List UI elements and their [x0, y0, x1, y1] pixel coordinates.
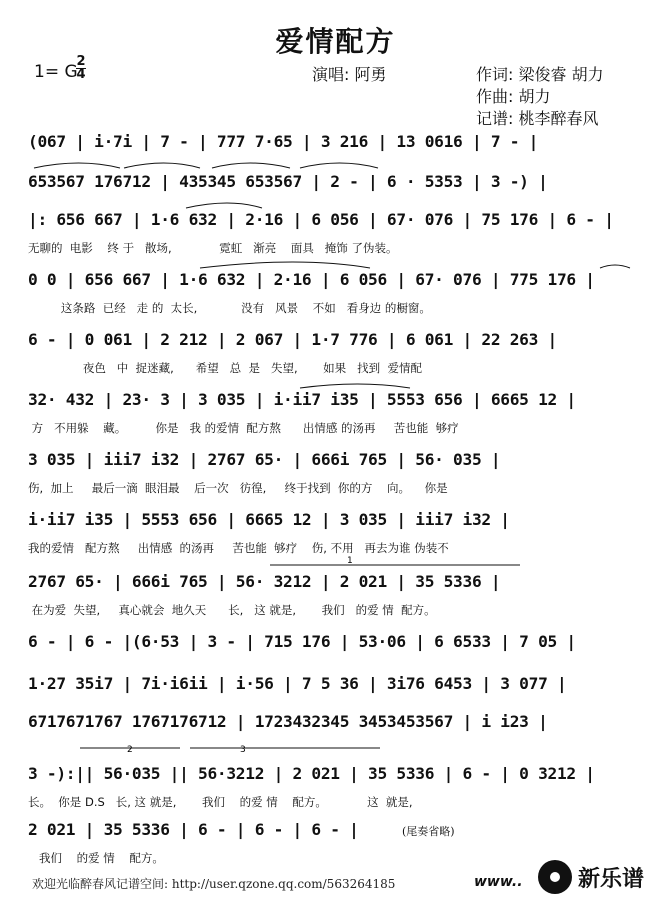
slur [300, 163, 378, 168]
lyrics-line: 伤, 加上 最后一滴 眼泪最 后一次 彷徨, 终于找到 你的方 向。 你是 [28, 481, 448, 495]
record-disc-icon [538, 860, 572, 894]
lyrics-line: 这条路 已经 走 的 太长, 没有 风景 不如 看身边 的橱窗。 [28, 301, 431, 315]
footer-text: 欢迎光临醉春风记谱空间: http://user.qzone.qq.com/563264185 [32, 877, 396, 891]
composer-credit: 作曲: 胡力 [476, 87, 551, 106]
brand-logo [538, 858, 666, 896]
time-signature-top: 2 [76, 54, 86, 69]
notation-line: 6 - | 0 061 | 2 212 | 2 067 | 1·7 776 | 6 061 | 22 263 | [28, 330, 557, 349]
notation-line: 0 0 | 656 667 | 1·6 632 | 2·16 | 6 056 | 67· 076 | 775 176 | [28, 270, 595, 289]
notation-line: 2767 65· | 666i 765 | 56· 3212 | 2 021 | 35 5336 | [28, 572, 501, 591]
slur [300, 384, 410, 388]
notation-line: 6 - | 6 - |(6·53 | 3 - | 715 176 | 53·06 | 6 6533 | 7 05 | [28, 632, 576, 651]
slur [34, 163, 120, 168]
slur [600, 265, 630, 268]
notation-line: 6717671767 1767176712 | 1723432345 3453453567 | i i23 | [28, 712, 548, 731]
song-title: 爱情配方 [275, 25, 396, 58]
slur [186, 203, 262, 208]
slur [124, 163, 200, 168]
lyrics-line: 我们 的爱 情 配方。 [28, 851, 164, 865]
notation-line: 32· 432 | 23· 3 | 3 035 | i·ii7 i35 | 5553 656 | 6665 12 | [28, 390, 576, 409]
lyrics-line: 长。 你是 D.S 长, 这 就是, 我们 的爱 情 配方。 这 就是, [28, 795, 413, 809]
notation-line: 653567 176712 | 435345 653567 | 2 - | 6 · 5353 | 3 -) | [28, 172, 548, 191]
brand-name: 新乐谱 [578, 866, 645, 892]
slur [212, 163, 290, 168]
notation-line: (067 | i·7i | 7 - | 777 7·65 | 3 216 | 13 0616 | 7 - | [28, 132, 539, 151]
volta-number: 3 [240, 745, 246, 755]
outro-note: (尾奏省略) [402, 825, 455, 838]
volta-number: 2 [127, 745, 133, 755]
lyrics-line: 方 不用躲 藏。 你是 我 的爱情 配方熬 出情感 的汤再 苦也能 够疗 [28, 421, 459, 435]
notation-line: 2 021 | 35 5336 | 6 - | 6 - | 6 - | [28, 820, 359, 839]
lyricist-credit: 作词: 梁俊睿 胡力 [476, 65, 604, 84]
lyrics-line: 在为爱 失望, 真心就会 地久天 长, 这 就是, 我们 的爱 情 配方。 [28, 603, 436, 617]
volta-number: 1 [347, 556, 353, 566]
lyrics-line: 无聊的 电影 终 于 散场, 霓虹 渐亮 面具 掩饰 了伪装。 [28, 241, 398, 255]
notation-line: 3 035 | iii7 i32 | 2767 65· | 666i 765 | 56· 035 | [28, 450, 501, 469]
notation-line: 1·27 35i7 | 7i·i6ii | i·56 | 7 5 36 | 3i76 6453 | 3 077 | [28, 674, 567, 693]
time-signature-bottom: 4 [76, 67, 86, 82]
notation-line: |: 656 667 | 1·6 632 | 2·16 | 6 056 | 67· 076 | 75 176 | 6 - | [28, 210, 614, 229]
lyrics-line: 夜色 中 捉迷藏, 希望 总 是 失望, 如果 找到 爱情配 [28, 361, 422, 375]
transcriber-credit: 记谱: 桃李醉春风 [476, 109, 599, 128]
watermark-site: www.. [474, 874, 523, 890]
singer-credit: 演唱: 阿勇 [312, 65, 387, 84]
key-signature: 1= G [34, 62, 78, 82]
slur [200, 262, 370, 268]
lyrics-line: 我的爱情 配方熬 出情感 的汤再 苦也能 够疗 伤, 不用 再去为谁 伪装不 [28, 541, 449, 555]
notation-line: 3 -):|| 56·035 || 56·3212 | 2 021 | 35 5336 | 6 - | 0 3212 | [28, 764, 595, 783]
notation-line: i·ii7 i35 | 5553 656 | 6665 12 | 3 035 | iii7 i32 | [28, 510, 510, 529]
